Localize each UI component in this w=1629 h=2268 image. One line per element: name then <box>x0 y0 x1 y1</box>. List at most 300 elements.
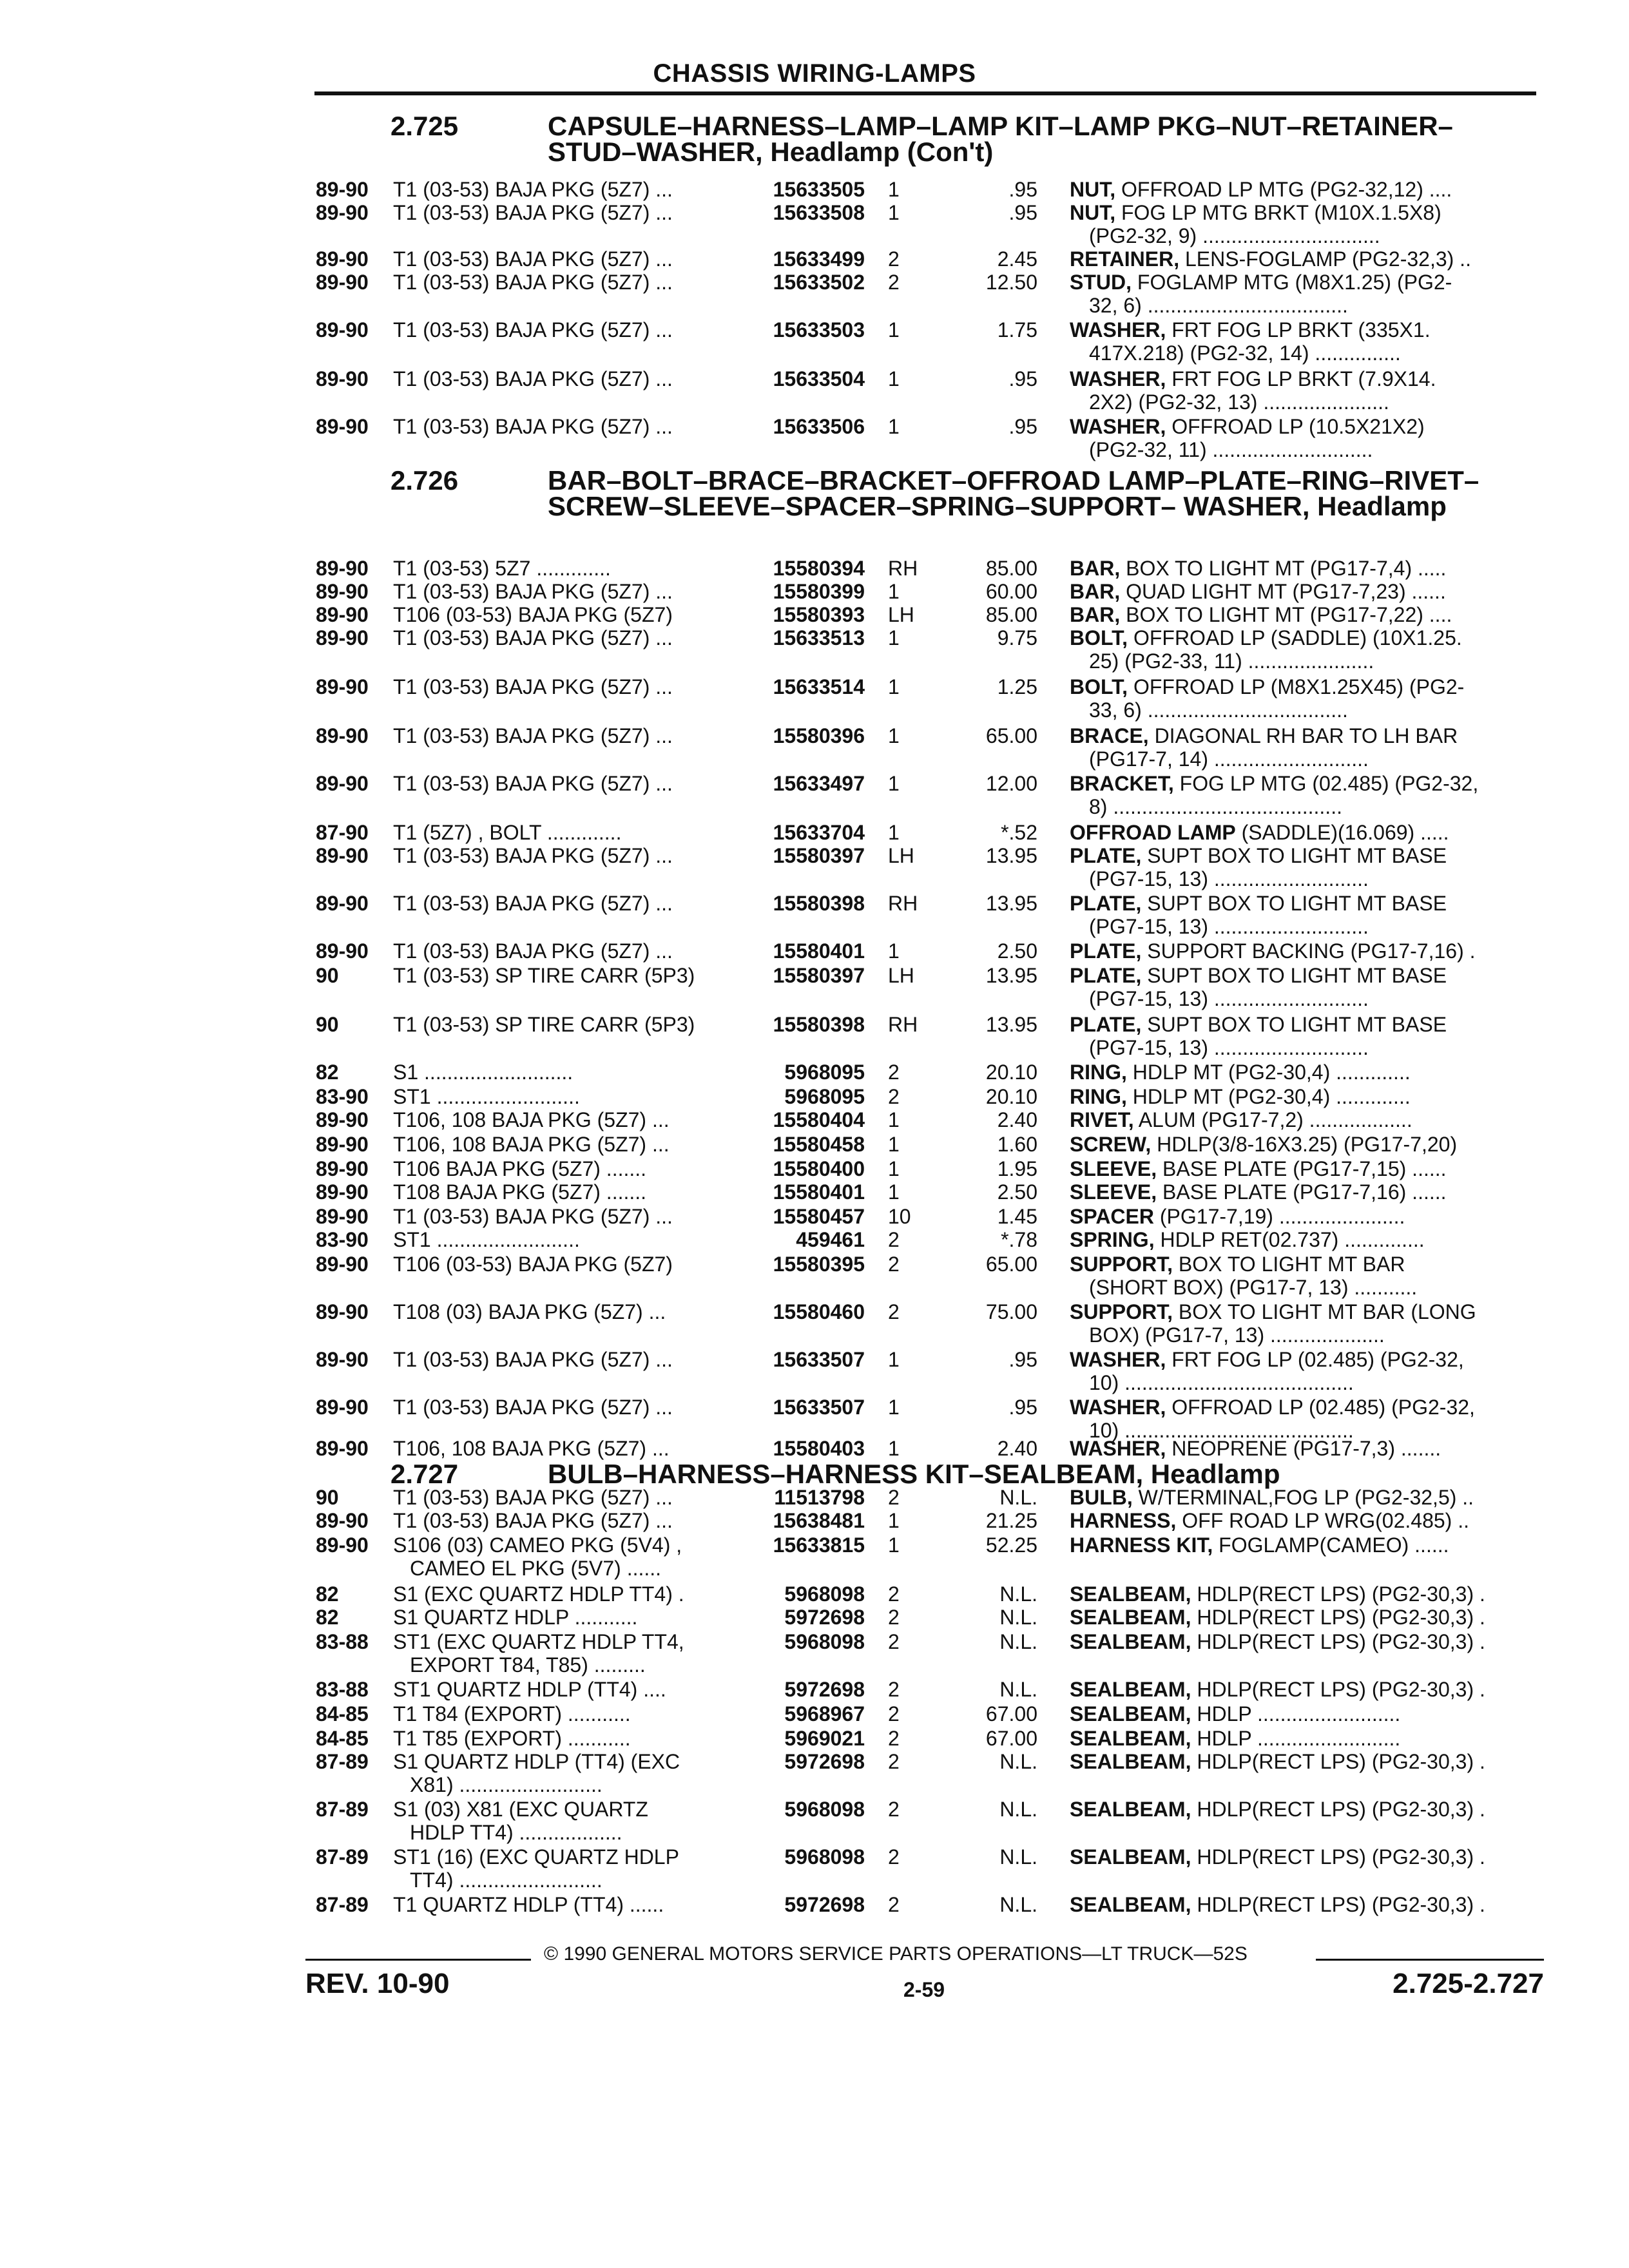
year-range: 90 <box>316 1486 339 1509</box>
part-description-text: LENS-FOGLAMP (PG2-32,3) .. <box>1179 247 1471 271</box>
price: 12.50 <box>985 271 1037 294</box>
part-name: SEALBEAM, <box>1070 1630 1191 1653</box>
part-number: 15633504 <box>773 367 865 390</box>
part-number: 15580398 <box>773 1013 865 1036</box>
model-application: T1 (03-53) BAJA PKG (5Z7) ... <box>393 892 673 915</box>
part-name: SPRING, <box>1070 1228 1155 1251</box>
part-description <box>1070 892 1534 915</box>
quantity: LH <box>888 964 914 987</box>
part-description <box>1070 1013 1534 1036</box>
price: 1.60 <box>997 1133 1037 1156</box>
quantity: 2 <box>888 1061 900 1084</box>
quantity: 1 <box>888 1133 900 1156</box>
quantity: 2 <box>888 1893 900 1916</box>
part-number: 5968098 <box>784 1845 865 1869</box>
price: 20.10 <box>985 1085 1037 1108</box>
part-description <box>1070 603 1534 626</box>
quantity: 1 <box>888 626 900 649</box>
part-description <box>1070 1157 1534 1180</box>
quantity: 1 <box>888 821 900 844</box>
table-row <box>0 1300 1629 1347</box>
part-number: 5972698 <box>784 1893 865 1916</box>
model-application: ST1 (EXC QUARTZ HDLP TT4, <box>393 1630 684 1653</box>
part-number: 15580394 <box>773 557 865 580</box>
price: 2.40 <box>997 1437 1037 1460</box>
part-description <box>1070 1533 1534 1557</box>
price: 13.95 <box>985 892 1037 915</box>
model-application: T1 (03-53) BAJA PKG (5Z7) ... <box>393 580 673 603</box>
price: 12.00 <box>985 772 1037 795</box>
price: N.L. <box>999 1486 1037 1509</box>
part-name: BAR, <box>1070 603 1121 626</box>
part-name: SEALBEAM, <box>1070 1606 1191 1629</box>
part-name: SLEEVE, <box>1070 1180 1157 1204</box>
footer-page-number: 2-59 <box>903 1978 945 2001</box>
part-number: 15633507 <box>773 1348 865 1371</box>
part-description-text: HDLP RET(02.737) .............. <box>1154 1228 1425 1251</box>
model-application: T106 (03-53) BAJA PKG (5Z7) <box>393 603 673 626</box>
part-description <box>1070 1396 1534 1419</box>
table-row <box>0 626 1629 673</box>
part-number: 15580460 <box>773 1300 865 1323</box>
model-application-continued: CAMEO EL PKG (5V7) ...... <box>410 1557 662 1580</box>
year-range: 89-90 <box>316 1509 369 1532</box>
quantity: 2 <box>888 1845 900 1869</box>
part-description-text: BOX TO LIGHT MT (PG17-7,22) .... <box>1120 603 1452 626</box>
model-application: S1 QUARTZ HDLP (TT4) (EXC <box>393 1750 680 1773</box>
quantity: 10 <box>888 1205 911 1228</box>
year-range: 84-85 <box>316 1702 369 1725</box>
part-description-continued: (PG17-7, 14) ........................... <box>1089 747 1369 771</box>
part-name: PLATE, <box>1070 1013 1142 1036</box>
part-name: SEALBEAM, <box>1070 1750 1191 1773</box>
quantity: 1 <box>888 580 900 603</box>
model-application: T1 (03-53) BAJA PKG (5Z7) ... <box>393 626 673 649</box>
quantity: 1 <box>888 201 900 224</box>
part-description <box>1070 1228 1534 1251</box>
part-number: 15633499 <box>773 247 865 271</box>
model-application: T1 (03-53) BAJA PKG (5Z7) ... <box>393 1396 673 1419</box>
year-range: 89-90 <box>316 557 369 580</box>
price: N.L. <box>999 1678 1037 1701</box>
part-name: SEALBEAM, <box>1070 1845 1191 1869</box>
model-application-continued: TT4) ......................... <box>410 1869 602 1892</box>
price: 67.00 <box>985 1727 1037 1750</box>
part-number: 15633502 <box>773 271 865 294</box>
part-description <box>1070 415 1534 438</box>
part-name: SLEEVE, <box>1070 1157 1157 1180</box>
part-number: 15633514 <box>773 675 865 698</box>
model-application: T106, 108 BAJA PKG (5Z7) ... <box>393 1133 670 1156</box>
quantity: 2 <box>888 1727 900 1750</box>
part-description <box>1070 939 1534 963</box>
year-range: 89-90 <box>316 318 369 341</box>
part-number: 15633815 <box>773 1533 865 1557</box>
year-range: 89-90 <box>316 626 369 649</box>
part-number: 5968095 <box>784 1061 865 1084</box>
quantity: RH <box>888 557 918 580</box>
part-description <box>1070 1348 1534 1371</box>
part-description <box>1070 1205 1534 1228</box>
part-name: PLATE, <box>1070 964 1142 987</box>
part-name: WASHER, <box>1070 1437 1166 1460</box>
quantity: 1 <box>888 415 900 438</box>
quantity: LH <box>888 603 914 626</box>
price: 13.95 <box>985 964 1037 987</box>
year-range: 89-90 <box>316 1533 369 1557</box>
price: 1.25 <box>997 675 1037 698</box>
year-range: 87-89 <box>316 1750 369 1773</box>
part-number: 15580403 <box>773 1437 865 1460</box>
table-row <box>0 892 1629 938</box>
quantity: 2 <box>888 1630 900 1653</box>
price: 2.50 <box>997 1180 1037 1204</box>
part-description-text: SUPT BOX TO LIGHT MT BASE <box>1141 964 1447 987</box>
part-name: BULB, <box>1070 1486 1133 1509</box>
section-title: BULB–HARNESS–HARNESS KIT–SEALBEAM, Headlamp <box>548 1459 1280 1489</box>
part-description <box>1070 1893 1534 1916</box>
price: 2.50 <box>997 939 1037 963</box>
year-range: 89-90 <box>316 1348 369 1371</box>
part-description <box>1070 1630 1534 1653</box>
part-number: 15580458 <box>773 1133 865 1156</box>
model-application: T1 (03-53) BAJA PKG (5Z7) ... <box>393 675 673 698</box>
price: 60.00 <box>985 580 1037 603</box>
price: .95 <box>1008 178 1037 201</box>
part-description <box>1070 1582 1534 1606</box>
model-application: T1 (03-53) BAJA PKG (5Z7) ... <box>393 939 673 963</box>
year-range: 89-90 <box>316 367 369 390</box>
part-description-continued: (PG7-15, 13) ........................... <box>1089 987 1369 1010</box>
model-application: T1 (03-53) BAJA PKG (5Z7) ... <box>393 271 673 294</box>
model-application: T1 (03-53) SP TIRE CARR (5P3) <box>393 964 695 987</box>
year-range: 83-90 <box>316 1085 369 1108</box>
part-number: 5968095 <box>784 1085 865 1108</box>
part-number: 15580399 <box>773 580 865 603</box>
part-name: OFFROAD LAMP <box>1070 821 1236 844</box>
part-description-text: QUAD LIGHT MT (PG17-7,23) ...... <box>1120 580 1446 603</box>
model-application: T1 (03-53) BAJA PKG (5Z7) ... <box>393 1348 673 1371</box>
part-description-text: HDLP MT (PG2-30,4) ............. <box>1126 1085 1411 1108</box>
part-number: 15580400 <box>773 1157 865 1180</box>
part-description <box>1070 844 1534 867</box>
part-description-continued: BOX) (PG17-7, 13) .................... <box>1089 1323 1385 1347</box>
part-description-text: NEOPRENE (PG17-7,3) ....... <box>1166 1437 1441 1460</box>
part-description-continued: 32, 6) ................................... <box>1089 294 1348 317</box>
model-application: S1 (03) X81 (EXC QUARTZ <box>393 1798 648 1821</box>
model-application: T1 (03-53) BAJA PKG (5Z7) ... <box>393 772 673 795</box>
year-range: 83-88 <box>316 1678 369 1701</box>
part-description-text: HDLP(RECT LPS) (PG2-30,3) . <box>1191 1798 1485 1821</box>
price: 67.00 <box>985 1702 1037 1725</box>
part-name: HARNESS KIT, <box>1070 1533 1213 1557</box>
year-range: 89-90 <box>316 1157 369 1180</box>
part-description <box>1070 1061 1534 1084</box>
part-name: NUT, <box>1070 201 1116 224</box>
price: *.52 <box>1001 821 1037 844</box>
part-number: 15580401 <box>773 939 865 963</box>
year-range: 89-90 <box>316 201 369 224</box>
quantity: 2 <box>888 271 900 294</box>
part-description-continued: 8) ........................................ <box>1089 795 1342 818</box>
year-range: 89-90 <box>316 1437 369 1460</box>
year-range: 89-90 <box>316 892 369 915</box>
part-name: SEALBEAM, <box>1070 1678 1191 1701</box>
part-description-text: OFFROAD LP (SADDLE) (10X1.25. <box>1128 626 1462 649</box>
year-range: 89-90 <box>316 271 369 294</box>
quantity: RH <box>888 1013 918 1036</box>
price: 1.95 <box>997 1157 1037 1180</box>
part-number: 5972698 <box>784 1750 865 1773</box>
table-row <box>0 1533 1629 1580</box>
part-description <box>1070 1727 1534 1750</box>
part-description <box>1070 1702 1534 1725</box>
table-row <box>0 1845 1629 1892</box>
quantity: 2 <box>888 1582 900 1606</box>
part-number: 5968098 <box>784 1630 865 1653</box>
quantity: 1 <box>888 1437 900 1460</box>
section-number: 2.725 <box>390 111 459 141</box>
part-number: 15633506 <box>773 415 865 438</box>
part-name: PLATE, <box>1070 939 1142 963</box>
part-name: HARNESS, <box>1070 1509 1177 1532</box>
part-description <box>1070 580 1534 603</box>
section-number: 2.727 <box>390 1459 459 1489</box>
part-description-text: HDLP ......................... <box>1191 1727 1401 1750</box>
table-row <box>0 1013 1629 1059</box>
part-description <box>1070 1108 1534 1131</box>
part-description-text: FOG LP MTG BRKT (M10X.1.5X8) <box>1115 201 1441 224</box>
price: 21.25 <box>985 1509 1037 1532</box>
part-description <box>1070 1606 1534 1629</box>
model-application: ST1 (16) (EXC QUARTZ HDLP <box>393 1845 679 1869</box>
year-range: 89-90 <box>316 1396 369 1419</box>
quantity: 2 <box>888 1253 900 1276</box>
part-description-continued: 2X2) (PG2-32, 13) ...................... <box>1089 390 1389 414</box>
price: 1.45 <box>997 1205 1037 1228</box>
part-description-text: HDLP(RECT LPS) (PG2-30,3) . <box>1191 1678 1485 1701</box>
year-range: 89-90 <box>316 1253 369 1276</box>
part-description <box>1070 557 1534 580</box>
part-number: 15633508 <box>773 201 865 224</box>
quantity: 1 <box>888 1108 900 1131</box>
quantity: 2 <box>888 1750 900 1773</box>
quantity: 1 <box>888 318 900 341</box>
quantity: 1 <box>888 178 900 201</box>
year-range: 89-90 <box>316 178 369 201</box>
model-application-continued: X81) ......................... <box>410 1773 602 1796</box>
model-application: S1 .......................... <box>393 1061 574 1084</box>
part-description-text: HDLP(RECT LPS) (PG2-30,3) . <box>1191 1845 1485 1869</box>
part-name: NUT, <box>1070 178 1116 201</box>
part-name: SEALBEAM, <box>1070 1893 1191 1916</box>
part-description <box>1070 178 1534 201</box>
price: 1.75 <box>997 318 1037 341</box>
part-description-text: ALUM (PG17-7,2) .................. <box>1133 1108 1412 1131</box>
price: .95 <box>1008 1396 1037 1419</box>
model-application: T1 (03-53) BAJA PKG (5Z7) ... <box>393 844 673 867</box>
price: 2.45 <box>997 247 1037 271</box>
price: N.L. <box>999 1845 1037 1869</box>
part-name: BRACKET, <box>1070 772 1174 795</box>
part-number: 15580397 <box>773 844 865 867</box>
quantity: RH <box>888 892 918 915</box>
model-application: T1 (03-53) BAJA PKG (5Z7) ... <box>393 318 673 341</box>
footer-revision: REV. 10-90 <box>305 1968 450 1999</box>
model-application: ST1 ......................... <box>393 1228 580 1251</box>
year-range: 89-90 <box>316 603 369 626</box>
part-description <box>1070 1845 1534 1869</box>
table-row <box>0 724 1629 771</box>
part-description-text: W/TERMINAL,FOG LP (PG2-32,5) .. <box>1132 1486 1474 1509</box>
table-row <box>0 1798 1629 1844</box>
part-description-text: SUPT BOX TO LIGHT MT BASE <box>1141 1013 1447 1036</box>
part-name: BRACE, <box>1070 724 1149 747</box>
table-row <box>0 1750 1629 1796</box>
part-description-text: BASE PLATE (PG17-7,16) ...... <box>1157 1180 1447 1204</box>
part-name: WASHER, <box>1070 1396 1166 1419</box>
part-description-text: HDLP(RECT LPS) (PG2-30,3) . <box>1191 1750 1485 1773</box>
price: 85.00 <box>985 557 1037 580</box>
part-name: SEALBEAM, <box>1070 1727 1191 1750</box>
year-range: 89-90 <box>316 1180 369 1204</box>
model-application: T1 (03-53) BAJA PKG (5Z7) ... <box>393 367 673 390</box>
part-number: 15633704 <box>773 821 865 844</box>
part-number: 15633505 <box>773 178 865 201</box>
table-row <box>0 271 1629 317</box>
table-row <box>0 964 1629 1010</box>
part-description-continued: (PG2-32, 9) ............................... <box>1089 224 1380 247</box>
model-application: T1 (03-53) BAJA PKG (5Z7) ... <box>393 415 673 438</box>
part-number: 15580393 <box>773 603 865 626</box>
year-range: 87-89 <box>316 1845 369 1869</box>
quantity: 1 <box>888 675 900 698</box>
part-description-continued: (PG7-15, 13) ........................... <box>1089 915 1369 938</box>
part-number: 459461 <box>796 1228 865 1251</box>
part-description-text: OFFROAD LP (M8X1.25X45) (PG2- <box>1128 675 1465 698</box>
model-application: T1 (03-53) BAJA PKG (5Z7) ... <box>393 201 673 224</box>
part-description-text: FRT FOG LP BRKT (335X1. <box>1166 318 1431 341</box>
part-description-text: FRT FOG LP (02.485) (PG2-32, <box>1166 1348 1464 1371</box>
part-number: 5969021 <box>784 1727 865 1750</box>
table-row <box>0 675 1629 722</box>
model-application: T1 (03-53) BAJA PKG (5Z7) ... <box>393 178 673 201</box>
part-description <box>1070 626 1534 649</box>
year-range: 89-90 <box>316 724 369 747</box>
quantity: 2 <box>888 1702 900 1725</box>
price: 65.00 <box>985 724 1037 747</box>
part-description-continued: 10) ........................................ <box>1089 1419 1354 1442</box>
price: 9.75 <box>997 626 1037 649</box>
quantity: 2 <box>888 1300 900 1323</box>
part-name: RING, <box>1070 1085 1127 1108</box>
year-range: 87-90 <box>316 821 369 844</box>
part-description-text: HDLP(3/8-16X3.25) (PG17-7,20) <box>1151 1133 1458 1156</box>
price: 52.25 <box>985 1533 1037 1557</box>
price: .95 <box>1008 201 1037 224</box>
price: N.L. <box>999 1893 1037 1916</box>
part-name: SCREW, <box>1070 1133 1152 1156</box>
part-name: SPACER <box>1070 1205 1154 1228</box>
part-description <box>1070 964 1534 987</box>
part-name: STUD, <box>1070 271 1132 294</box>
part-description <box>1070 1085 1534 1108</box>
part-description-text: HDLP(RECT LPS) (PG2-30,3) . <box>1191 1582 1485 1606</box>
part-description-text: BASE PLATE (PG17-7,15) ...... <box>1157 1157 1447 1180</box>
model-application: T106 BAJA PKG (5Z7) ....... <box>393 1157 647 1180</box>
model-application: T108 BAJA PKG (5Z7) ....... <box>393 1180 647 1204</box>
model-application: ST1 QUARTZ HDLP (TT4) .... <box>393 1678 666 1701</box>
section-number: 2.726 <box>390 465 459 495</box>
part-number: 15580395 <box>773 1253 865 1276</box>
year-range: 89-90 <box>316 1133 369 1156</box>
part-description <box>1070 1678 1534 1701</box>
part-name: BAR, <box>1070 557 1121 580</box>
part-description-text: OFFROAD LP (02.485) (PG2-32, <box>1166 1396 1475 1419</box>
part-description <box>1070 772 1534 795</box>
price: N.L. <box>999 1750 1037 1773</box>
part-description-text: FRT FOG LP BRKT (7.9X14. <box>1166 367 1436 390</box>
model-application: T106, 108 BAJA PKG (5Z7) ... <box>393 1437 670 1460</box>
part-description <box>1070 1509 1534 1532</box>
price: .95 <box>1008 1348 1037 1371</box>
part-description-text: HDLP ......................... <box>1191 1702 1401 1725</box>
year-range: 82 <box>316 1582 339 1606</box>
footer-section-range: 2.725-2.727 <box>1393 1968 1544 1999</box>
quantity: 2 <box>888 1085 900 1108</box>
part-number: 15580404 <box>773 1108 865 1131</box>
model-application: T1 (03-53) BAJA PKG (5Z7) ... <box>393 1509 673 1532</box>
price: N.L. <box>999 1606 1037 1629</box>
part-name: BAR, <box>1070 580 1121 603</box>
part-description-text: HDLP(RECT LPS) (PG2-30,3) . <box>1191 1606 1485 1629</box>
section-title: BAR–BOLT–BRACE–BRACKET–OFFROAD LAMP–PLATE–RING–RIVET–SCREW–SLEEVE–SPACER–SPRING–SUPPORT– WASHER, Headlamp <box>548 465 1480 521</box>
model-application: T1 (03-53) BAJA PKG (5Z7) ... <box>393 247 673 271</box>
part-description-text: SUPPORT BACKING (PG17-7,16) . <box>1141 939 1476 963</box>
part-description-continued: 10) ........................................ <box>1089 1371 1354 1394</box>
year-range: 90 <box>316 1013 339 1036</box>
part-description-text: HDLP(RECT LPS) (PG2-30,3) . <box>1191 1893 1485 1916</box>
part-name: BOLT, <box>1070 675 1128 698</box>
year-range: 83-88 <box>316 1630 369 1653</box>
price: 20.10 <box>985 1061 1037 1084</box>
part-description-continued: 33, 6) ................................... <box>1089 698 1348 722</box>
year-range: 84-85 <box>316 1727 369 1750</box>
part-description-text: BOX TO LIGHT MT BAR <box>1173 1253 1405 1276</box>
price: 75.00 <box>985 1300 1037 1323</box>
part-number: 15580457 <box>773 1205 865 1228</box>
part-description-continued: 25) (PG2-33, 11) ...................... <box>1089 649 1374 673</box>
year-range: 89-90 <box>316 1108 369 1131</box>
part-description-text: BOX TO LIGHT MT (PG17-7,4) ..... <box>1120 557 1447 580</box>
part-name: SUPPORT, <box>1070 1300 1173 1323</box>
part-number: 15580398 <box>773 892 865 915</box>
part-name: RIVET, <box>1070 1108 1134 1131</box>
part-name: SEALBEAM, <box>1070 1702 1191 1725</box>
model-application: T1 T85 (EXPORT) ........... <box>393 1727 631 1750</box>
table-row <box>0 1348 1629 1394</box>
part-description-continued: (PG2-32, 11) ............................ <box>1089 438 1373 461</box>
part-name: WASHER, <box>1070 1348 1166 1371</box>
part-name: SEALBEAM, <box>1070 1582 1191 1606</box>
table-row <box>0 1253 1629 1299</box>
page-title: CHASSIS WIRING-LAMPS <box>653 59 976 88</box>
model-application-continued: EXPORT T84, T85) ......... <box>410 1653 646 1677</box>
year-range: 90 <box>316 964 339 987</box>
year-range: 89-90 <box>316 247 369 271</box>
quantity: 1 <box>888 1509 900 1532</box>
model-application-continued: HDLP TT4) .................. <box>410 1821 622 1844</box>
